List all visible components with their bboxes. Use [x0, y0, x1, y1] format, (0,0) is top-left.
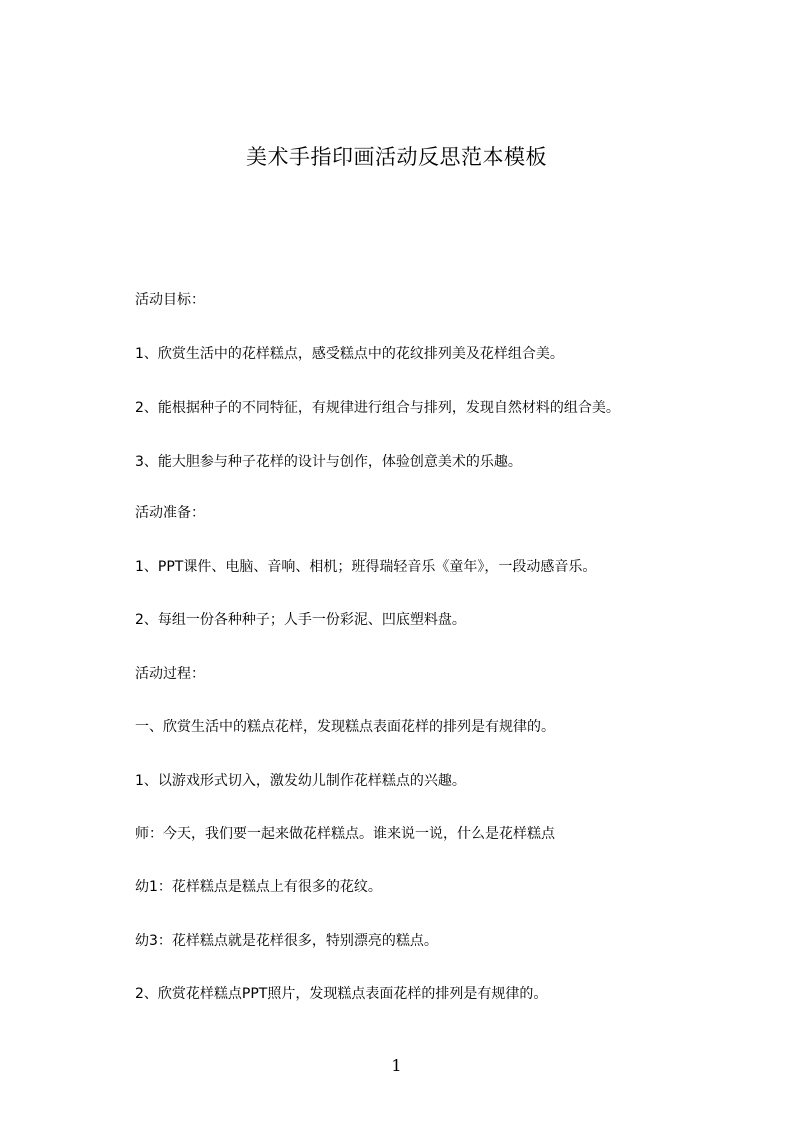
section-heading-process: 活动过程：: [135, 666, 205, 682]
page-number: 1: [391, 1056, 402, 1075]
paragraph: 2、每组一份各种种子；人手一份彩泥、凹底塑料盘。: [135, 612, 466, 628]
section-heading-preparation: 活动准备：: [135, 505, 205, 521]
paragraph: 1、PPT课件、电脑、音响、相机；班得瑞轻音乐《童年》，一段动感音乐。: [135, 559, 597, 575]
paragraph: 2、能根据种子的不同特征，有规律进行组合与排列，发现自然材料的组合美。: [135, 400, 620, 416]
paragraph: 师：今天，我们要一起来做花样糕点。谁来说一说，什么是花样糕点: [135, 826, 555, 842]
paragraph: 3、能大胆参与种子花样的设计与创作，体验创意美术的乐趣。: [135, 454, 522, 470]
paragraph: 幼3：花样糕点就是花样很多，特别漂亮的糕点。: [135, 933, 438, 949]
document-title: 美术手指印画活动反思范本模板: [246, 145, 547, 169]
paragraph: 1、欣赏生活中的花样糕点，感受糕点中的花纹排列美及花样组合美。: [135, 346, 564, 362]
paragraph: 幼1：花样糕点是糕点上有很多的花纹。: [135, 879, 382, 895]
paragraph: 1、以游戏形式切入，激发幼儿制作花样糕点的兴趣。: [135, 773, 466, 789]
paragraph: 2、欣赏花样糕点PPT照片，发现糕点表面花样的排列是有规律的。: [135, 986, 548, 1002]
paragraph: 一、欣赏生活中的糕点花样，发现糕点表面花样的排列是有规律的。: [135, 719, 555, 735]
section-heading-goals: 活动目标：: [135, 292, 205, 308]
